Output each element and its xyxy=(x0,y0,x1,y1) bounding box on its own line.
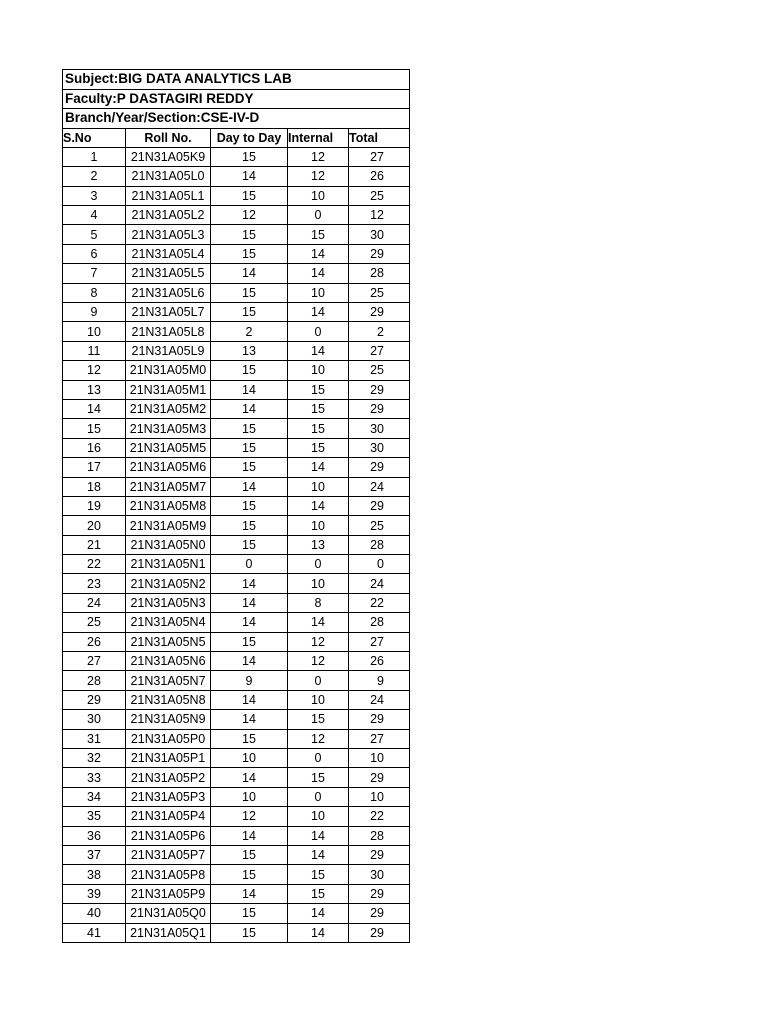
internal-cell[interactable]: 14 xyxy=(288,496,349,515)
day-to-day-cell[interactable]: 15 xyxy=(211,438,288,457)
table-row xyxy=(63,574,410,593)
sno-cell[interactable]: 16 xyxy=(63,438,126,457)
sno-cell[interactable]: 21 xyxy=(63,535,126,554)
internal-cell[interactable]: 12 xyxy=(288,167,349,186)
sno-cell[interactable]: 40 xyxy=(63,904,126,923)
day-to-day-cell[interactable]: 0 xyxy=(211,555,288,574)
internal-cell[interactable]: 14 xyxy=(288,244,349,263)
table-row xyxy=(63,845,410,864)
sno-cell[interactable]: 3 xyxy=(63,186,126,205)
day-to-day-cell[interactable]: 10 xyxy=(211,787,288,806)
column-header-sno[interactable]: S.No xyxy=(63,128,126,147)
total-cell[interactable]: 30 xyxy=(349,438,410,457)
day-to-day-cell[interactable]: 14 xyxy=(211,477,288,496)
total-cell[interactable]: 29 xyxy=(349,458,410,477)
branch-row xyxy=(63,109,410,129)
table-row xyxy=(63,477,410,496)
day-to-day-cell[interactable]: 14 xyxy=(211,264,288,283)
day-to-day-cell[interactable]: 2 xyxy=(211,322,288,341)
roll-no-cell[interactable]: 21N31A05M3 xyxy=(126,419,211,438)
table-row xyxy=(63,458,410,477)
internal-cell[interactable]: 0 xyxy=(288,206,349,225)
roll-no-cell[interactable]: 21N31A05K9 xyxy=(126,147,211,166)
day-to-day-cell[interactable]: 15 xyxy=(211,923,288,942)
internal-cell[interactable]: 0 xyxy=(288,555,349,574)
day-to-day-cell[interactable]: 15 xyxy=(211,496,288,515)
table-row xyxy=(63,225,410,244)
sno-cell[interactable]: 23 xyxy=(63,574,126,593)
table-row xyxy=(63,710,410,729)
sno-cell[interactable]: 5 xyxy=(63,225,126,244)
total-cell[interactable]: 25 xyxy=(349,516,410,535)
table-row xyxy=(63,826,410,845)
table-row xyxy=(63,283,410,302)
column-header-row xyxy=(63,128,410,147)
sno-cell[interactable]: 32 xyxy=(63,749,126,768)
day-to-day-cell[interactable]: 15 xyxy=(211,535,288,554)
internal-cell[interactable]: 15 xyxy=(288,419,349,438)
subject-row xyxy=(63,70,410,90)
roll-no-cell[interactable]: 21N31A05N6 xyxy=(126,652,211,671)
total-cell[interactable]: 24 xyxy=(349,690,410,709)
roll-no-cell[interactable]: 21N31A05L5 xyxy=(126,264,211,283)
sno-cell[interactable]: 31 xyxy=(63,729,126,748)
roll-no-cell[interactable]: 21N31A05M8 xyxy=(126,496,211,515)
total-cell[interactable]: 2 xyxy=(349,322,410,341)
total-cell[interactable]: 9 xyxy=(349,671,410,690)
table-row xyxy=(63,167,410,186)
day-to-day-cell[interactable]: 14 xyxy=(211,884,288,903)
table-row xyxy=(63,322,410,341)
table-row xyxy=(63,884,410,903)
table-row xyxy=(63,729,410,748)
sno-cell[interactable]: 18 xyxy=(63,477,126,496)
total-cell[interactable]: 12 xyxy=(349,206,410,225)
day-to-day-cell[interactable]: 14 xyxy=(211,574,288,593)
roll-no-cell[interactable]: 21N31A05L3 xyxy=(126,225,211,244)
day-to-day-cell[interactable]: 14 xyxy=(211,613,288,632)
day-to-day-cell[interactable]: 10 xyxy=(211,749,288,768)
day-to-day-cell[interactable]: 15 xyxy=(211,303,288,322)
total-cell[interactable]: 22 xyxy=(349,807,410,826)
table-row xyxy=(63,341,410,360)
table-row xyxy=(63,865,410,884)
internal-cell[interactable]: 10 xyxy=(288,186,349,205)
day-to-day-cell[interactable]: 14 xyxy=(211,768,288,787)
internal-cell[interactable]: 15 xyxy=(288,380,349,399)
column-header-roll-no[interactable]: Roll No. xyxy=(126,128,211,147)
day-to-day-cell[interactable]: 14 xyxy=(211,380,288,399)
sno-cell[interactable]: 41 xyxy=(63,923,126,942)
sno-cell[interactable]: 36 xyxy=(63,826,126,845)
total-cell[interactable]: 29 xyxy=(349,496,410,515)
table-row xyxy=(63,419,410,438)
total-cell[interactable]: 29 xyxy=(349,845,410,864)
sno-cell[interactable]: 29 xyxy=(63,690,126,709)
day-to-day-cell[interactable]: 15 xyxy=(211,845,288,864)
roll-no-cell[interactable]: 21N31A05L9 xyxy=(126,341,211,360)
internal-cell[interactable]: 14 xyxy=(288,826,349,845)
table-row xyxy=(63,555,410,574)
total-cell[interactable]: 25 xyxy=(349,186,410,205)
table-row xyxy=(63,768,410,787)
sno-cell[interactable]: 22 xyxy=(63,555,126,574)
total-cell[interactable]: 29 xyxy=(349,768,410,787)
sno-cell[interactable]: 30 xyxy=(63,710,126,729)
table-row xyxy=(63,593,410,612)
roll-no-cell[interactable]: 21N31A05L4 xyxy=(126,244,211,263)
table-row xyxy=(63,438,410,457)
internal-cell[interactable]: 10 xyxy=(288,477,349,496)
day-to-day-cell[interactable]: 14 xyxy=(211,652,288,671)
sno-cell[interactable]: 27 xyxy=(63,652,126,671)
sno-cell[interactable]: 20 xyxy=(63,516,126,535)
internal-cell[interactable]: 14 xyxy=(288,341,349,360)
table-row xyxy=(63,206,410,225)
internal-cell[interactable]: 8 xyxy=(288,593,349,612)
roll-no-cell[interactable]: 21N31A05N0 xyxy=(126,535,211,554)
day-to-day-cell[interactable]: 15 xyxy=(211,458,288,477)
roll-no-cell[interactable]: 21N31A05P3 xyxy=(126,787,211,806)
table-row xyxy=(63,496,410,515)
sno-cell[interactable]: 1 xyxy=(63,147,126,166)
table-row xyxy=(63,264,410,283)
roll-no-cell[interactable]: 21N31A05Q1 xyxy=(126,923,211,942)
sno-cell[interactable]: 6 xyxy=(63,244,126,263)
day-to-day-cell[interactable]: 14 xyxy=(211,826,288,845)
sno-cell[interactable]: 17 xyxy=(63,458,126,477)
roll-no-cell[interactable]: 21N31A05L0 xyxy=(126,167,211,186)
table-row xyxy=(63,690,410,709)
roll-no-cell[interactable]: 21N31A05L8 xyxy=(126,322,211,341)
roll-no-cell[interactable]: 21N31A05Q0 xyxy=(126,904,211,923)
faculty-row xyxy=(63,89,410,109)
roll-no-cell[interactable]: 21N31A05N2 xyxy=(126,574,211,593)
total-cell[interactable]: 24 xyxy=(349,574,410,593)
total-cell[interactable]: 29 xyxy=(349,884,410,903)
total-cell[interactable]: 27 xyxy=(349,632,410,651)
table-row xyxy=(63,147,410,166)
internal-cell[interactable]: 12 xyxy=(288,147,349,166)
internal-cell[interactable]: 14 xyxy=(288,458,349,477)
day-to-day-cell[interactable]: 15 xyxy=(211,419,288,438)
roll-no-cell[interactable]: 21N31A05N1 xyxy=(126,555,211,574)
subject-cell[interactable]: Subject:BIG DATA ANALYTICS LAB xyxy=(63,70,410,90)
internal-cell[interactable]: 12 xyxy=(288,729,349,748)
roll-no-cell[interactable]: 21N31A05P6 xyxy=(126,826,211,845)
faculty-cell[interactable]: Faculty:P DASTAGIRI REDDY xyxy=(63,89,410,109)
day-to-day-cell[interactable]: 15 xyxy=(211,516,288,535)
roll-no-cell[interactable]: 21N31A05L1 xyxy=(126,186,211,205)
roll-no-cell[interactable]: 21N31A05M2 xyxy=(126,399,211,418)
roll-no-cell[interactable]: 21N31A05M7 xyxy=(126,477,211,496)
roll-no-cell[interactable]: 21N31A05N9 xyxy=(126,710,211,729)
sno-cell[interactable]: 34 xyxy=(63,787,126,806)
internal-cell[interactable]: 15 xyxy=(288,768,349,787)
sno-cell[interactable]: 35 xyxy=(63,807,126,826)
sno-cell[interactable]: 26 xyxy=(63,632,126,651)
day-to-day-cell[interactable]: 15 xyxy=(211,283,288,302)
roll-no-cell[interactable]: 21N31A05P4 xyxy=(126,807,211,826)
roll-no-cell[interactable]: 21N31A05N8 xyxy=(126,690,211,709)
total-cell[interactable]: 25 xyxy=(349,283,410,302)
total-cell[interactable]: 25 xyxy=(349,361,410,380)
day-to-day-cell[interactable]: 15 xyxy=(211,729,288,748)
internal-cell[interactable]: 10 xyxy=(288,361,349,380)
day-to-day-cell[interactable]: 15 xyxy=(211,186,288,205)
total-cell[interactable]: 30 xyxy=(349,865,410,884)
table-row xyxy=(63,535,410,554)
internal-cell[interactable]: 14 xyxy=(288,613,349,632)
day-to-day-cell[interactable]: 14 xyxy=(211,690,288,709)
table-row xyxy=(63,380,410,399)
internal-cell[interactable]: 10 xyxy=(288,690,349,709)
total-cell[interactable]: 29 xyxy=(349,710,410,729)
roll-no-cell[interactable]: 21N31A05P1 xyxy=(126,749,211,768)
table-row xyxy=(63,671,410,690)
sno-cell[interactable]: 14 xyxy=(63,399,126,418)
day-to-day-cell[interactable]: 14 xyxy=(211,710,288,729)
sno-cell[interactable]: 10 xyxy=(63,322,126,341)
sno-cell[interactable]: 28 xyxy=(63,671,126,690)
roll-no-cell[interactable]: 21N31A05L6 xyxy=(126,283,211,302)
internal-cell[interactable]: 15 xyxy=(288,710,349,729)
day-to-day-cell[interactable]: 15 xyxy=(211,244,288,263)
sno-cell[interactable]: 2 xyxy=(63,167,126,186)
internal-cell[interactable]: 10 xyxy=(288,574,349,593)
roll-no-cell[interactable]: 21N31A05L7 xyxy=(126,303,211,322)
sno-cell[interactable]: 8 xyxy=(63,283,126,302)
roll-no-cell[interactable]: 21N31A05M6 xyxy=(126,458,211,477)
total-cell[interactable]: 28 xyxy=(349,535,410,554)
total-cell[interactable]: 26 xyxy=(349,652,410,671)
total-cell[interactable]: 27 xyxy=(349,147,410,166)
roll-no-cell[interactable]: 21N31A05M1 xyxy=(126,380,211,399)
internal-cell[interactable]: 15 xyxy=(288,884,349,903)
roll-no-cell[interactable]: 21N31A05M0 xyxy=(126,361,211,380)
table-row xyxy=(63,749,410,768)
column-header-day-to-day[interactable]: Day to Day xyxy=(211,128,288,147)
internal-cell[interactable]: 14 xyxy=(288,923,349,942)
sno-cell[interactable]: 39 xyxy=(63,884,126,903)
internal-cell[interactable]: 15 xyxy=(288,225,349,244)
internal-cell[interactable]: 10 xyxy=(288,807,349,826)
roll-no-cell[interactable]: 21N31A05N4 xyxy=(126,613,211,632)
internal-cell[interactable]: 0 xyxy=(288,671,349,690)
roll-no-cell[interactable]: 21N31A05P8 xyxy=(126,865,211,884)
table-row xyxy=(63,904,410,923)
internal-cell[interactable]: 10 xyxy=(288,516,349,535)
marks-table-body xyxy=(63,70,410,943)
sno-cell[interactable]: 4 xyxy=(63,206,126,225)
internal-cell[interactable]: 14 xyxy=(288,904,349,923)
roll-no-cell[interactable]: 21N31A05P9 xyxy=(126,884,211,903)
day-to-day-cell[interactable]: 15 xyxy=(211,865,288,884)
total-cell[interactable]: 30 xyxy=(349,419,410,438)
sno-cell[interactable]: 9 xyxy=(63,303,126,322)
sno-cell[interactable]: 13 xyxy=(63,380,126,399)
roll-no-cell[interactable]: 21N31A05M5 xyxy=(126,438,211,457)
table-row xyxy=(63,613,410,632)
sno-cell[interactable]: 25 xyxy=(63,613,126,632)
total-cell[interactable]: 24 xyxy=(349,477,410,496)
sno-cell[interactable]: 33 xyxy=(63,768,126,787)
day-to-day-cell[interactable]: 14 xyxy=(211,593,288,612)
total-cell[interactable]: 10 xyxy=(349,787,410,806)
roll-no-cell[interactable]: 21N31A05N5 xyxy=(126,632,211,651)
day-to-day-cell[interactable]: 14 xyxy=(211,399,288,418)
internal-cell[interactable]: 0 xyxy=(288,787,349,806)
sno-cell[interactable]: 19 xyxy=(63,496,126,515)
internal-cell[interactable]: 13 xyxy=(288,535,349,554)
internal-cell[interactable]: 12 xyxy=(288,652,349,671)
table-row xyxy=(63,361,410,380)
column-header-internal[interactable]: Internal xyxy=(288,128,349,147)
internal-cell[interactable]: 10 xyxy=(288,283,349,302)
total-cell[interactable]: 0 xyxy=(349,555,410,574)
day-to-day-cell[interactable]: 15 xyxy=(211,904,288,923)
internal-cell[interactable]: 12 xyxy=(288,632,349,651)
total-cell[interactable]: 26 xyxy=(349,167,410,186)
total-cell[interactable]: 30 xyxy=(349,225,410,244)
internal-cell[interactable]: 14 xyxy=(288,264,349,283)
total-cell[interactable]: 29 xyxy=(349,244,410,263)
total-cell[interactable]: 10 xyxy=(349,749,410,768)
total-cell[interactable]: 28 xyxy=(349,264,410,283)
total-cell[interactable]: 28 xyxy=(349,826,410,845)
internal-cell[interactable]: 14 xyxy=(288,303,349,322)
table-row xyxy=(63,516,410,535)
day-to-day-cell[interactable]: 15 xyxy=(211,361,288,380)
total-cell[interactable]: 29 xyxy=(349,303,410,322)
table-row xyxy=(63,303,410,322)
roll-no-cell[interactable]: 21N31A05P0 xyxy=(126,729,211,748)
internal-cell[interactable]: 0 xyxy=(288,749,349,768)
total-cell[interactable]: 29 xyxy=(349,923,410,942)
column-header-total[interactable]: Total xyxy=(349,128,410,147)
sno-cell[interactable]: 11 xyxy=(63,341,126,360)
internal-cell[interactable]: 15 xyxy=(288,865,349,884)
table-row xyxy=(63,787,410,806)
branch-cell[interactable]: Branch/Year/Section:CSE-IV-D xyxy=(63,109,410,129)
sno-cell[interactable]: 37 xyxy=(63,845,126,864)
total-cell[interactable]: 29 xyxy=(349,380,410,399)
sno-cell[interactable]: 24 xyxy=(63,593,126,612)
day-to-day-cell[interactable]: 14 xyxy=(211,167,288,186)
day-to-day-cell[interactable]: 15 xyxy=(211,225,288,244)
total-cell[interactable]: 27 xyxy=(349,729,410,748)
roll-no-cell[interactable]: 21N31A05P2 xyxy=(126,768,211,787)
total-cell[interactable]: 27 xyxy=(349,341,410,360)
marks-table xyxy=(62,69,410,943)
sno-cell[interactable]: 12 xyxy=(63,361,126,380)
day-to-day-cell[interactable]: 15 xyxy=(211,632,288,651)
day-to-day-cell[interactable]: 9 xyxy=(211,671,288,690)
roll-no-cell[interactable]: 21N31A05N7 xyxy=(126,671,211,690)
table-row xyxy=(63,244,410,263)
roll-no-cell[interactable]: 21N31A05P7 xyxy=(126,845,211,864)
total-cell[interactable]: 28 xyxy=(349,613,410,632)
roll-no-cell[interactable]: 21N31A05L2 xyxy=(126,206,211,225)
sno-cell[interactable]: 15 xyxy=(63,419,126,438)
total-cell[interactable]: 29 xyxy=(349,904,410,923)
internal-cell[interactable]: 15 xyxy=(288,438,349,457)
table-row xyxy=(63,652,410,671)
day-to-day-cell[interactable]: 12 xyxy=(211,206,288,225)
internal-cell[interactable]: 0 xyxy=(288,322,349,341)
sno-cell[interactable]: 7 xyxy=(63,264,126,283)
day-to-day-cell[interactable]: 13 xyxy=(211,341,288,360)
table-row xyxy=(63,923,410,942)
internal-cell[interactable]: 14 xyxy=(288,845,349,864)
roll-no-cell[interactable]: 21N31A05N3 xyxy=(126,593,211,612)
roll-no-cell[interactable]: 21N31A05M9 xyxy=(126,516,211,535)
total-cell[interactable]: 22 xyxy=(349,593,410,612)
internal-cell[interactable]: 15 xyxy=(288,399,349,418)
day-to-day-cell[interactable]: 12 xyxy=(211,807,288,826)
table-row xyxy=(63,807,410,826)
total-cell[interactable]: 29 xyxy=(349,399,410,418)
table-row xyxy=(63,186,410,205)
table-row xyxy=(63,399,410,418)
table-row xyxy=(63,632,410,651)
sno-cell[interactable]: 38 xyxy=(63,865,126,884)
day-to-day-cell[interactable]: 15 xyxy=(211,147,288,166)
